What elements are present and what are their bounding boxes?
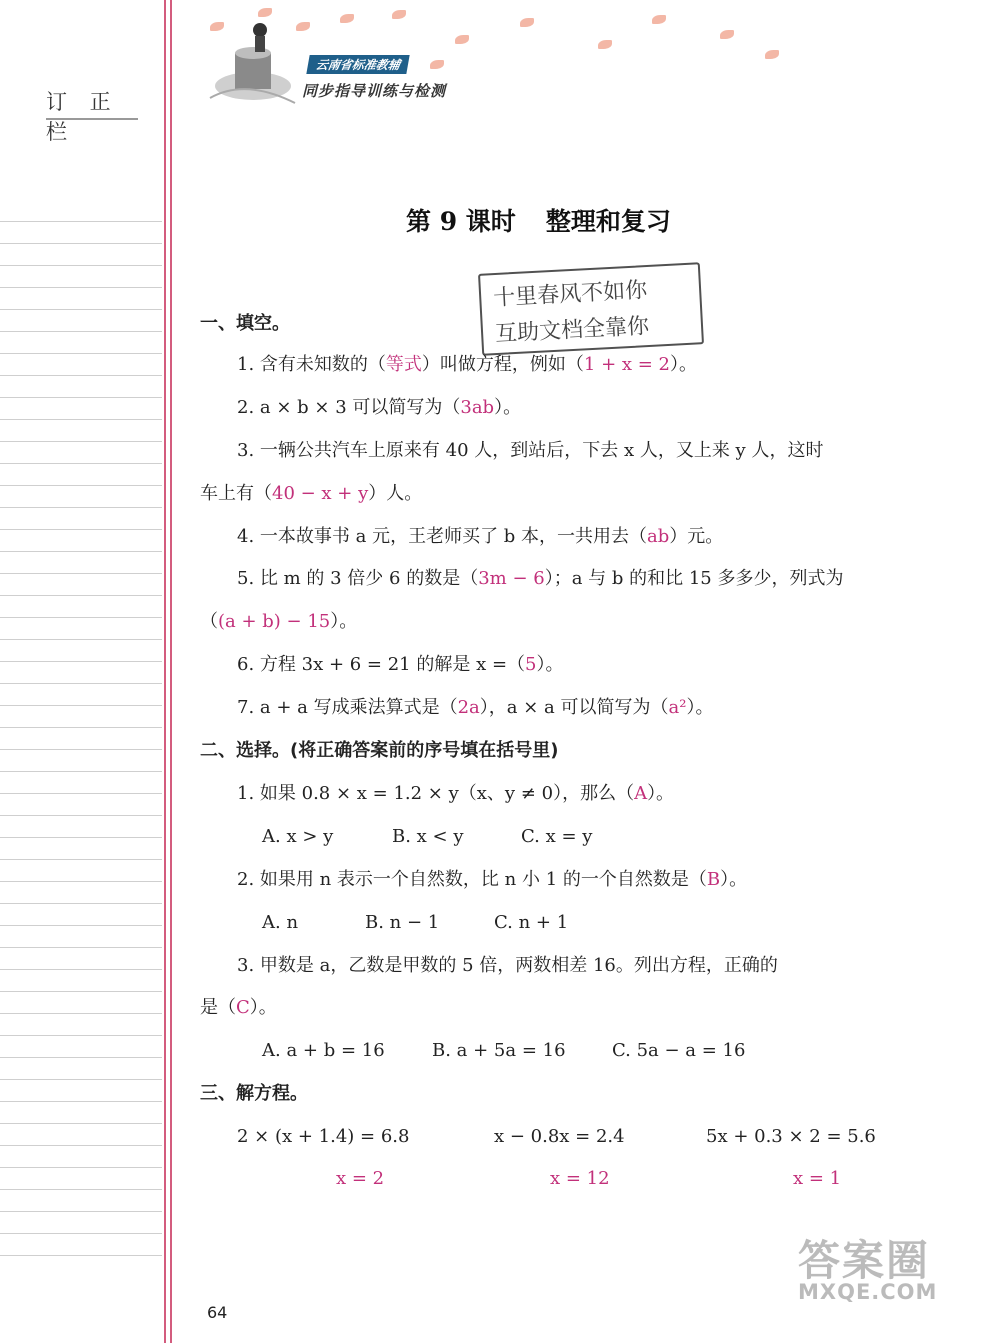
- equation-2-answer: x = 12: [550, 1168, 610, 1189]
- question-2-2: 2. 如果用 n 表示一个自然数，比 n 小 1 的一个自然数是（B）。: [237, 869, 748, 890]
- ruled-line: [0, 354, 162, 376]
- ruled-line: [0, 442, 162, 464]
- option-c: C. n + 1: [494, 912, 569, 933]
- lesson-name: 整理和复习: [545, 207, 671, 236]
- answer: A: [634, 783, 648, 804]
- margin-rule-left: [164, 0, 166, 1343]
- ruled-line: [0, 772, 162, 794]
- question-2-3-line2: 是（C）。: [200, 997, 277, 1018]
- ruled-line: [0, 222, 162, 244]
- ruled-line: [0, 794, 162, 816]
- ruled-line: [0, 882, 162, 904]
- question-1-3-line2: 车上有（40 − x + y）人。: [200, 483, 423, 504]
- ruled-line: [0, 926, 162, 948]
- lesson-number: 第 9 课时: [406, 207, 516, 236]
- ruled-line: [0, 420, 162, 442]
- ruled-line: [0, 838, 162, 860]
- question-2-3-line1: 3. 甲数是 a，乙数是甲数的 5 倍，两数相差 16。列出方程，正确的: [237, 955, 778, 976]
- ruled-line: [0, 266, 162, 288]
- watermark-url: MXQE.COM: [798, 1280, 938, 1304]
- ruled-line: [0, 244, 162, 266]
- ruled-line: [0, 1036, 162, 1058]
- equation-3: 5x + 0.3 × 2 = 5.6: [706, 1126, 876, 1147]
- ruled-line: [0, 904, 162, 926]
- ruled-line: [0, 464, 162, 486]
- option-a: A. n: [262, 912, 299, 933]
- ruled-line: [0, 1080, 162, 1102]
- ruled-line: [0, 1102, 162, 1124]
- answer: 5: [525, 654, 537, 675]
- section-1-heading: 一、填空。: [200, 313, 290, 334]
- question-1-5-line2: （(a + b) − 15）。: [200, 611, 358, 632]
- ruled-line: [0, 200, 162, 222]
- ruled-line: [0, 706, 162, 728]
- ruled-line: [0, 662, 162, 684]
- question-1-4: 4. 一本故事书 a 元，王老师买了 b 本，一共用去（ab）元。: [237, 526, 724, 547]
- answer: B: [706, 869, 721, 890]
- page-number: 64: [207, 1303, 228, 1322]
- ruled-line: [0, 1146, 162, 1168]
- ruled-line: [0, 684, 162, 706]
- option-a: A. a + b = 16: [262, 1040, 385, 1061]
- ruled-line: [0, 728, 162, 750]
- ruled-line: [0, 1190, 162, 1212]
- ruled-line: [0, 948, 162, 970]
- ruled-line: [0, 398, 162, 420]
- equation-2: x − 0.8x = 2.4: [494, 1126, 625, 1147]
- ruled-line: [0, 288, 162, 310]
- ruled-line: [0, 860, 162, 882]
- answer: a²: [668, 697, 687, 718]
- answer: 等式: [385, 354, 422, 375]
- option-c: C. 5a − a = 16: [612, 1040, 746, 1061]
- correction-ruled-lines: [0, 200, 162, 1256]
- stamp-line-1: 十里春风不如你: [492, 278, 648, 312]
- ruled-line: [0, 552, 162, 574]
- answer: 3m − 6: [478, 568, 545, 589]
- ruled-line: [0, 640, 162, 662]
- question-2-1: 1. 如果 0.8 × x = 1.2 × y（x、y ≠ 0），那么（A）。: [237, 783, 675, 804]
- ruled-line: [0, 618, 162, 640]
- correction-column: [0, 0, 166, 1343]
- section-3-heading: 三、解方程。: [200, 1083, 308, 1104]
- option-b: B. a + 5a = 16: [432, 1040, 566, 1061]
- ruled-line: [0, 970, 162, 992]
- answer: C: [236, 997, 250, 1018]
- answer: (a + b) − 15: [218, 611, 331, 632]
- stamp-line-2: 互助文档全靠你: [494, 314, 650, 348]
- ruled-line: [0, 530, 162, 552]
- ruled-line: [0, 376, 162, 398]
- question-1-2: 2. a × b × 3 可以简写为（3ab）。: [237, 397, 522, 418]
- ruled-line: [0, 1058, 162, 1080]
- answer: ab: [647, 526, 670, 547]
- question-1-1: 1. 含有未知数的（等式）叫做方程，例如（1 + x = 2）。: [237, 354, 698, 375]
- answer: 1 + x = 2: [583, 354, 671, 375]
- equation-3-answer: x = 1: [793, 1168, 842, 1189]
- ruled-line: [0, 574, 162, 596]
- series-banner: 云南省标准教辅: [306, 55, 409, 74]
- question-1-7: 7. a + a 写成乘法算式是（2a），a × a 可以简写为（a²）。: [237, 697, 714, 718]
- ruled-line: [0, 992, 162, 1014]
- ruled-line: [0, 310, 162, 332]
- ruled-line: [0, 1124, 162, 1146]
- option-b: B. n − 1: [365, 912, 440, 933]
- equation-1: 2 × (x + 1.4) = 6.8: [237, 1126, 410, 1147]
- ruled-line: [0, 508, 162, 530]
- answer: 2a: [457, 697, 480, 718]
- option-a: A. x > y: [262, 826, 334, 847]
- ruled-line: [0, 1168, 162, 1190]
- ruled-line: [0, 1234, 162, 1256]
- option-b: B. x < y: [392, 826, 464, 847]
- question-1-3-line1: 3. 一辆公共汽车上原来有 40 人，到站后，下去 x 人，又上来 y 人，这时: [237, 440, 824, 461]
- ruled-line: [0, 750, 162, 772]
- ruled-line: [0, 816, 162, 838]
- ruled-line: [0, 1014, 162, 1036]
- ruled-line: [0, 332, 162, 354]
- ruled-line: [0, 596, 162, 618]
- option-c: C. x = y: [521, 826, 593, 847]
- ruled-line: [0, 486, 162, 508]
- ruled-line: [0, 1212, 162, 1234]
- answer: 40 − x + y: [272, 483, 369, 504]
- question-1-6: 6. 方程 3x + 6 = 21 的解是 x =（5）。: [237, 654, 564, 675]
- correction-column-title: 订 正 栏: [46, 86, 138, 120]
- watermark-logo: 答案圈: [798, 1236, 931, 1285]
- answer: 3ab: [460, 397, 495, 418]
- margin-rule-right: [170, 0, 172, 1343]
- section-2-heading: 二、选择。(将正确答案前的序号填在括号里): [200, 740, 559, 761]
- site-watermark: [798, 1228, 937, 1304]
- question-1-5-line1: 5. 比 m 的 3 倍少 6 的数是（3m − 6）；a 与 b 的和比 15 多多少，列式为: [237, 568, 844, 589]
- series-subtitle: 同步指导训练与检测: [302, 82, 447, 100]
- equation-1-answer: x = 2: [336, 1168, 385, 1189]
- watermark-stamp: [478, 262, 704, 356]
- lesson-title: [406, 202, 701, 238]
